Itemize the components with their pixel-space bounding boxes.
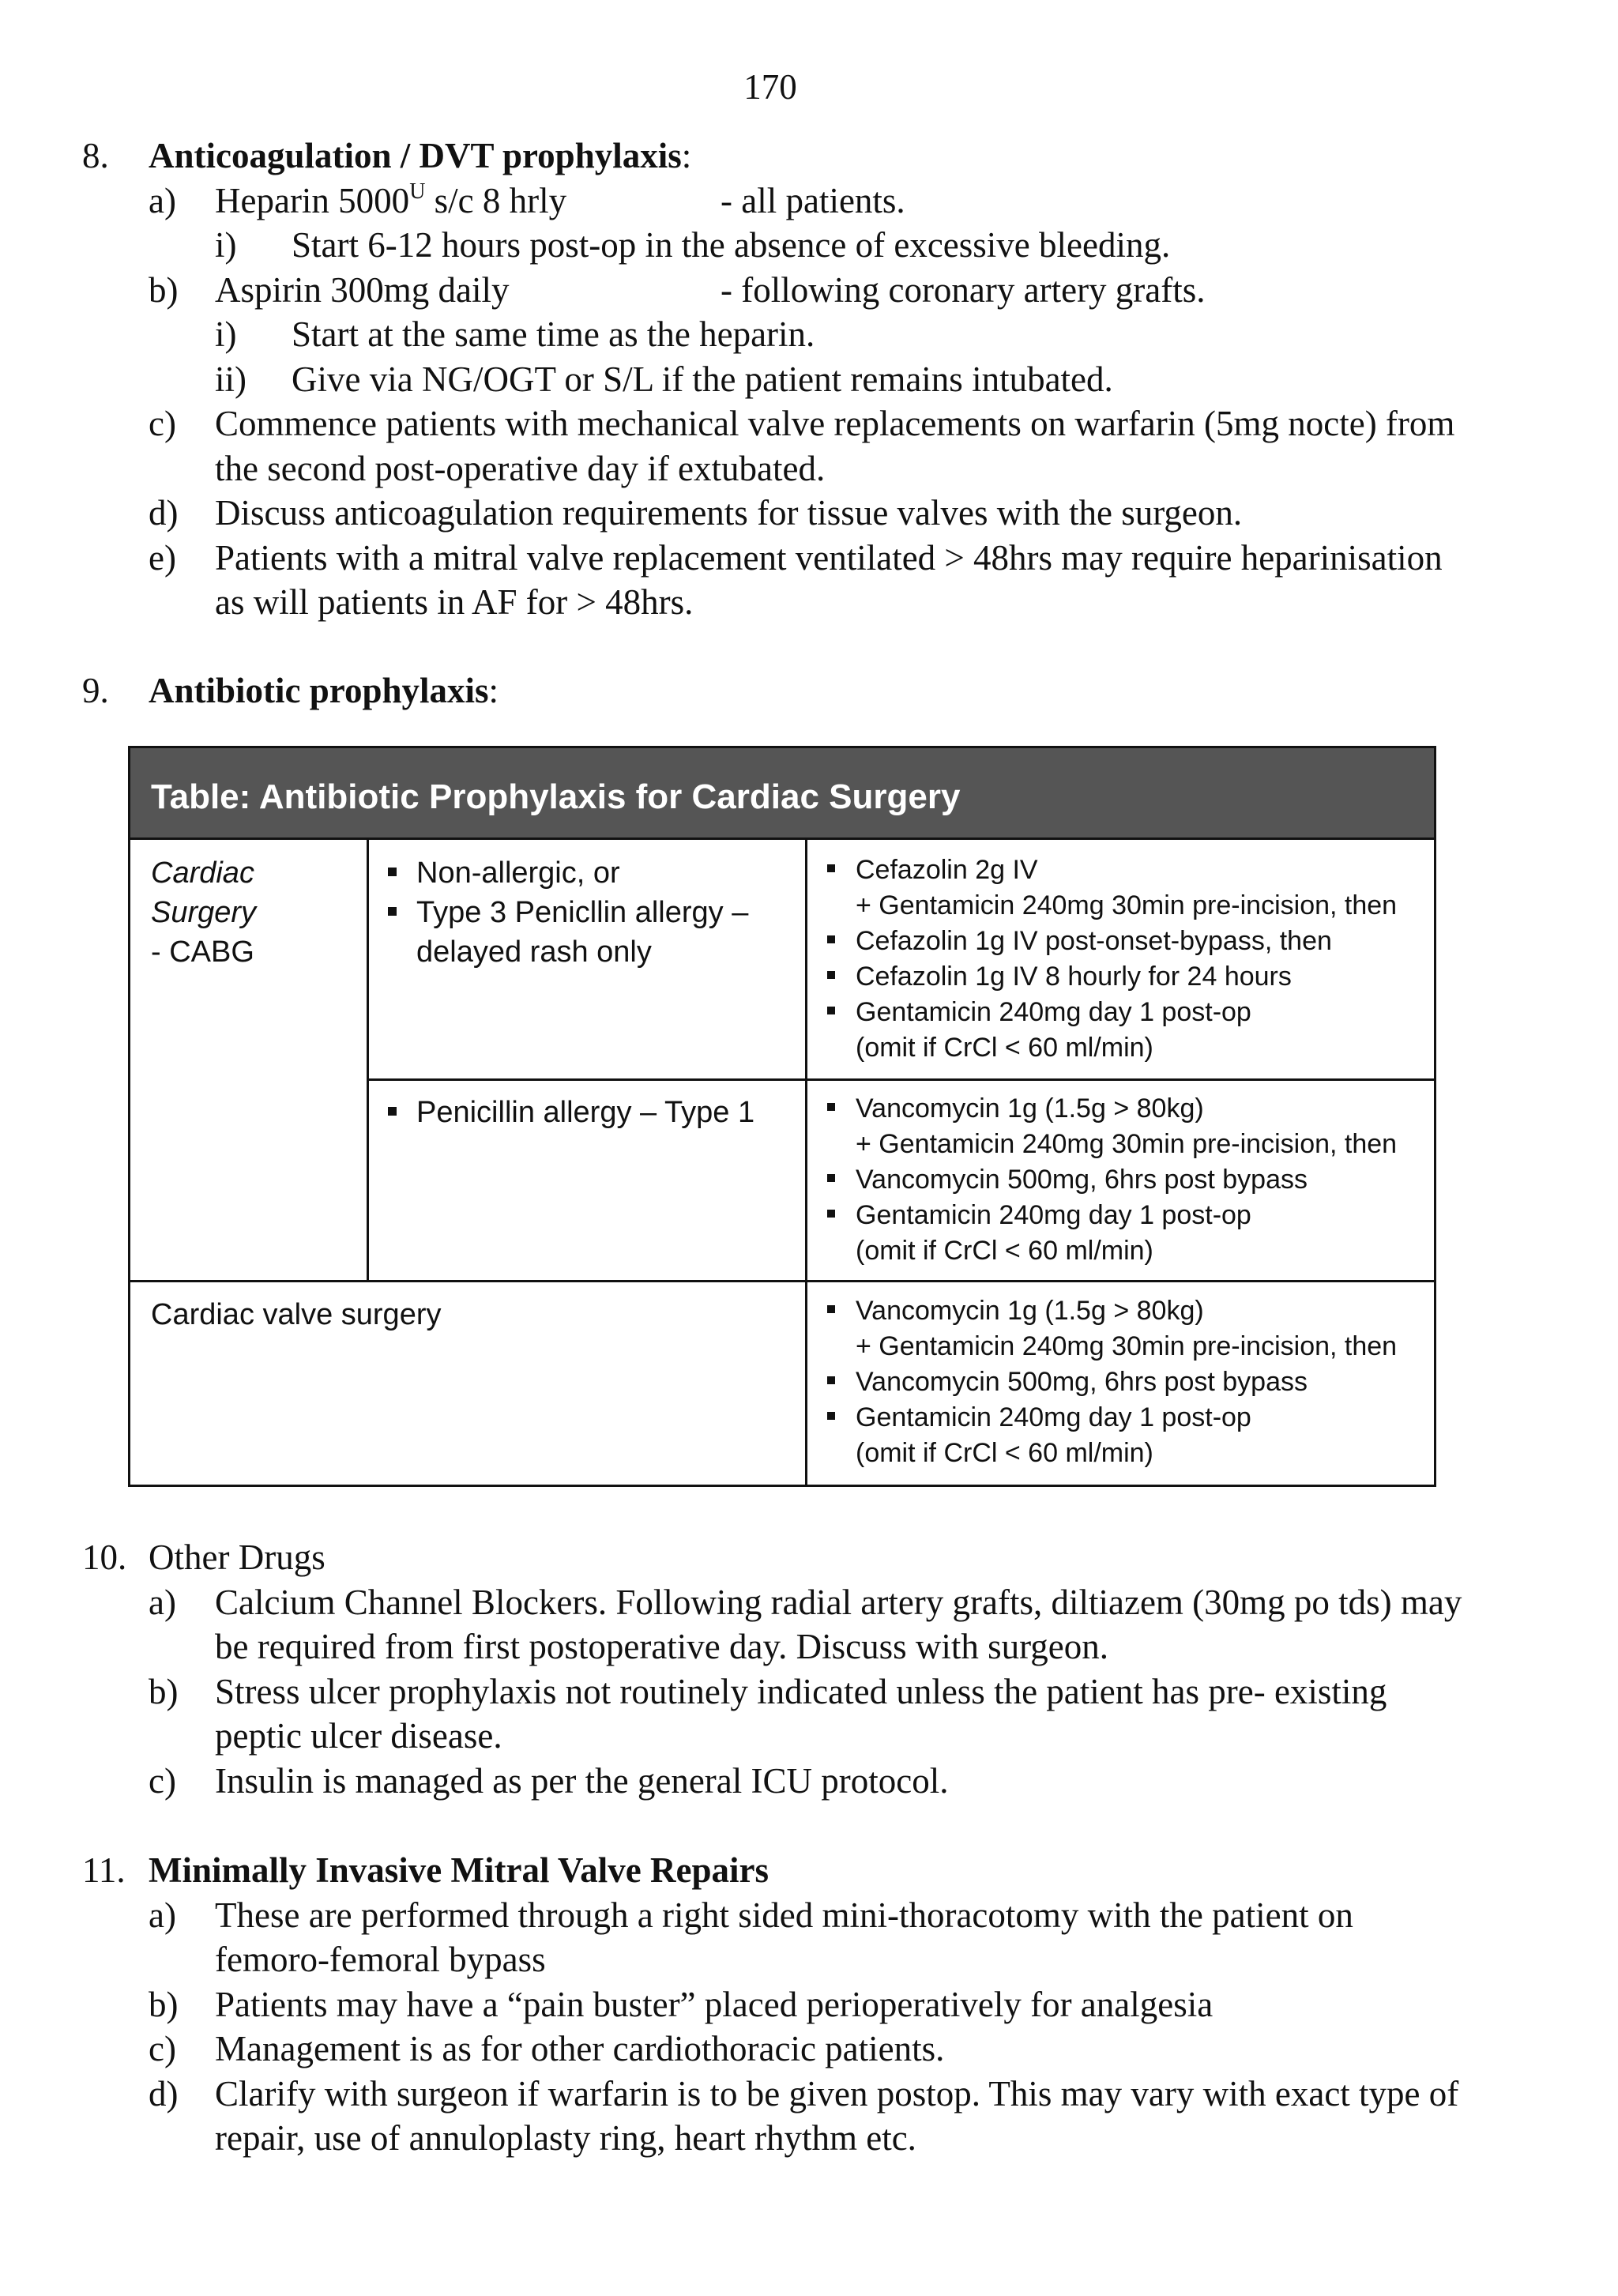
section-title: Anticoagulation / DVT prophylaxis (149, 136, 682, 175)
table-list-item (824, 1364, 1424, 1400)
table-list-item (824, 1162, 1424, 1198)
table-divider (130, 1280, 1434, 1282)
item-text-line: Calcium Channel Blockers. Following radial artery grafts, diltiazem (30mg po (215, 1582, 1330, 1622)
table-list-item (824, 853, 1424, 924)
item-text-line: Discuss anticoagulation requirements for tissue valves with the surgeon. (215, 493, 1243, 533)
item-text: Heparin 5000 (215, 180, 410, 220)
item-label: a) (149, 1582, 176, 1622)
cell-text-line: (omit if CrCl < 60 ml/min) (856, 1236, 1153, 1266)
list-item (82, 1893, 1473, 1982)
section-heading (82, 1848, 1473, 1893)
item-text-line: on femoro-femoral bypass (215, 1895, 1353, 1979)
item-label: e) (149, 537, 176, 578)
table-list-item (824, 995, 1424, 1066)
list-item (82, 536, 1473, 625)
cell-text-line: - CABG (151, 935, 254, 969)
sub-item (82, 312, 1473, 357)
list-item (82, 179, 1473, 224)
table-divider (367, 1078, 1434, 1081)
section-title-wrap (149, 668, 499, 713)
cell-text: Cefazolin 1g IV post-onset-bypass, then (856, 926, 1332, 956)
table-list-item (824, 924, 1424, 959)
sub-item-text: Start at the same time as the heparin. (292, 314, 815, 354)
item-text-line: exact type of repair, use of annuloplasty ring, heart rhythm etc. (215, 2073, 1459, 2158)
list-item (82, 1759, 1473, 1804)
item-text-line: Stress ulcer prophylaxis not routinely indicated unless the patient has pre- (215, 1671, 1266, 1711)
item-text-line: tds) may be required from first postoperative day. Discuss with surgeon. (215, 1582, 1462, 1666)
item-label: c) (149, 404, 176, 443)
item-text-line: Clarify with surgeon if warfarin is to be given postop. This may vary with (215, 2073, 1266, 2113)
title-colon: : (488, 671, 499, 710)
list-item (82, 491, 1473, 536)
section-other-drugs (82, 1535, 1473, 1803)
list-item (82, 1580, 1473, 1669)
section-number: 10. (82, 1538, 127, 1577)
item-label: c) (149, 1760, 176, 1801)
antibiotic-table (128, 746, 1436, 1487)
list-item (82, 1669, 1473, 1759)
cell-text-line: Cefazolin 2g IV (856, 855, 1038, 885)
bullet-icon (827, 864, 835, 872)
bullet-icon (827, 1305, 835, 1313)
list-item (82, 401, 1473, 491)
section-heading (82, 1535, 1473, 1580)
bullet-icon (827, 935, 835, 943)
cell-text-line: Surgery (151, 896, 257, 929)
item-label: d) (149, 2073, 179, 2113)
section-title: Antibiotic prophylaxis (149, 671, 489, 710)
cell-text: Penicillin allergy – Type 1 (416, 1096, 755, 1129)
cell-text: Vancomycin 500mg, 6hrs post bypass (856, 1367, 1308, 1397)
list-item (82, 268, 1473, 313)
sub-item-label: i) (215, 225, 237, 265)
table-divider (805, 840, 807, 1487)
table-list-item (824, 959, 1424, 995)
list-item (82, 2072, 1473, 2161)
cell-text-line: + Gentamicin 240mg 30min pre-incision, then (856, 1129, 1398, 1159)
table-list-item (385, 853, 796, 893)
table-list-item (824, 1400, 1424, 1471)
bullet-icon (827, 1210, 835, 1218)
item-label: a) (149, 180, 176, 220)
cell-text: Non-allergic, or (416, 856, 620, 890)
section-number: 11. (82, 1850, 126, 1890)
cell-text-line: Cardiac (151, 856, 254, 890)
cell-text-line: Gentamicin 240mg day 1 post-op (856, 1402, 1251, 1432)
item-text-line: nocte) from the second post-operative day if extubated. (215, 404, 1455, 488)
bullet-icon (827, 1412, 835, 1420)
item-text-line: Management is as for other cardiothoracic patients. (215, 2029, 945, 2068)
section-anticoagulation (82, 134, 1473, 625)
list-item (82, 2027, 1473, 2072)
cell-text: Vancomycin 500mg, 6hrs post bypass (856, 1165, 1308, 1195)
item-text: Aspirin 300mg daily (215, 269, 510, 310)
table-cell-regimen (824, 1293, 1424, 1471)
bullet-icon (388, 907, 397, 916)
title-colon: : (681, 136, 692, 175)
section-title-wrap (149, 134, 691, 179)
item-text-line: Insulin is managed as per the general ICU protocol. (215, 1760, 949, 1801)
item-label: b) (149, 1671, 179, 1711)
section-title: Minimally Invasive Mitral Valve Repairs (149, 1850, 769, 1890)
item-text-line: heparinisation as will patients in AF for > 48hrs. (215, 537, 1443, 622)
section-mitral-valve-repairs (82, 1848, 1473, 2161)
bullet-icon (827, 971, 835, 979)
item-label: d) (149, 493, 179, 533)
table-cell-condition (385, 853, 796, 972)
table-list-item (385, 1093, 796, 1132)
section-number: 8. (82, 136, 109, 175)
section-heading (82, 668, 1473, 713)
bullet-icon (827, 1376, 835, 1384)
cell-text-line: Vancomycin 1g (1.5g > 80kg) (856, 1296, 1204, 1326)
item-text-line: Patients with a mitral valve replacement ventilated > 48hrs may require (215, 537, 1232, 578)
table-cell-regimen (824, 853, 1424, 1066)
item-text-line: Commence patients with mechanical valve replacements on warfarin (5mg (215, 404, 1279, 443)
list-item (82, 1982, 1473, 2027)
bullet-icon (827, 1174, 835, 1182)
cell-text-line: Type 3 Penicllin allergy – (416, 896, 749, 929)
table-list-item (385, 893, 796, 972)
table-list-item (824, 1198, 1424, 1269)
item-note: - following coronary artery grafts. (721, 269, 1206, 310)
item-label: b) (149, 1984, 179, 2024)
item-note: - all patients. (721, 180, 905, 220)
bullet-icon (388, 868, 397, 876)
cell-text-line: (omit if CrCl < 60 ml/min) (856, 1033, 1153, 1063)
item-text: s/c 8 hrly (425, 180, 567, 220)
table-list-item (824, 1091, 1424, 1162)
page-number: 170 (743, 67, 797, 107)
section-heading (82, 134, 1473, 179)
cell-text: Cefazolin 1g IV 8 hourly for 24 hours (856, 962, 1292, 992)
item-text-line: existing peptic ulcer disease. (215, 1671, 1387, 1756)
table-title: Table: Antibiotic Prophylaxis for Cardiac Surgery (130, 748, 1434, 840)
sub-item-text: Give via NG/OGT or S/L if the patient remains intubated. (292, 359, 1113, 399)
table-cell-procedure (151, 853, 256, 972)
sub-item-text: Start 6-12 hours post-op in the absence of excessive bleeding. (292, 225, 1171, 265)
table-list-item (824, 1293, 1424, 1364)
sub-item-label: i) (215, 314, 237, 354)
cell-text-line: (omit if CrCl < 60 ml/min) (856, 1438, 1153, 1468)
table-divider (367, 840, 369, 1280)
bullet-icon (827, 1007, 835, 1014)
sub-item (82, 223, 1473, 268)
sub-item-label: ii) (215, 359, 246, 399)
bullet-icon (388, 1107, 397, 1116)
table-cell-procedure: Cardiac valve surgery (151, 1298, 442, 1331)
table-cell-condition (385, 1093, 796, 1132)
units-superscript: U (409, 179, 426, 204)
cell-text-line: delayed rash only (416, 935, 652, 969)
item-label: a) (149, 1895, 176, 1935)
item-label: c) (149, 2029, 176, 2068)
table-cell-regimen (824, 1091, 1424, 1269)
cell-text-line: + Gentamicin 240mg 30min pre-incision, then (856, 890, 1398, 920)
item-text-line: Patients may have a “pain buster” placed perioperatively for analgesia (215, 1984, 1214, 2024)
section-antibiotic-prophylaxis (82, 668, 1473, 713)
cell-text-line: + Gentamicin 240mg 30min pre-incision, then (856, 1331, 1398, 1361)
cell-text-line: Vancomycin 1g (1.5g > 80kg) (856, 1093, 1204, 1124)
item-label: b) (149, 269, 179, 310)
bullet-icon (827, 1103, 835, 1111)
section-number: 9. (82, 671, 109, 710)
item-text-line: These are performed through a right sided mini-thoracotomy with the patient (215, 1895, 1309, 1935)
cell-text-line: Gentamicin 240mg day 1 post-op (856, 997, 1251, 1027)
cell-text-line: Gentamicin 240mg day 1 post-op (856, 1200, 1251, 1230)
sub-item (82, 357, 1473, 402)
section-title: Other Drugs (149, 1538, 325, 1577)
